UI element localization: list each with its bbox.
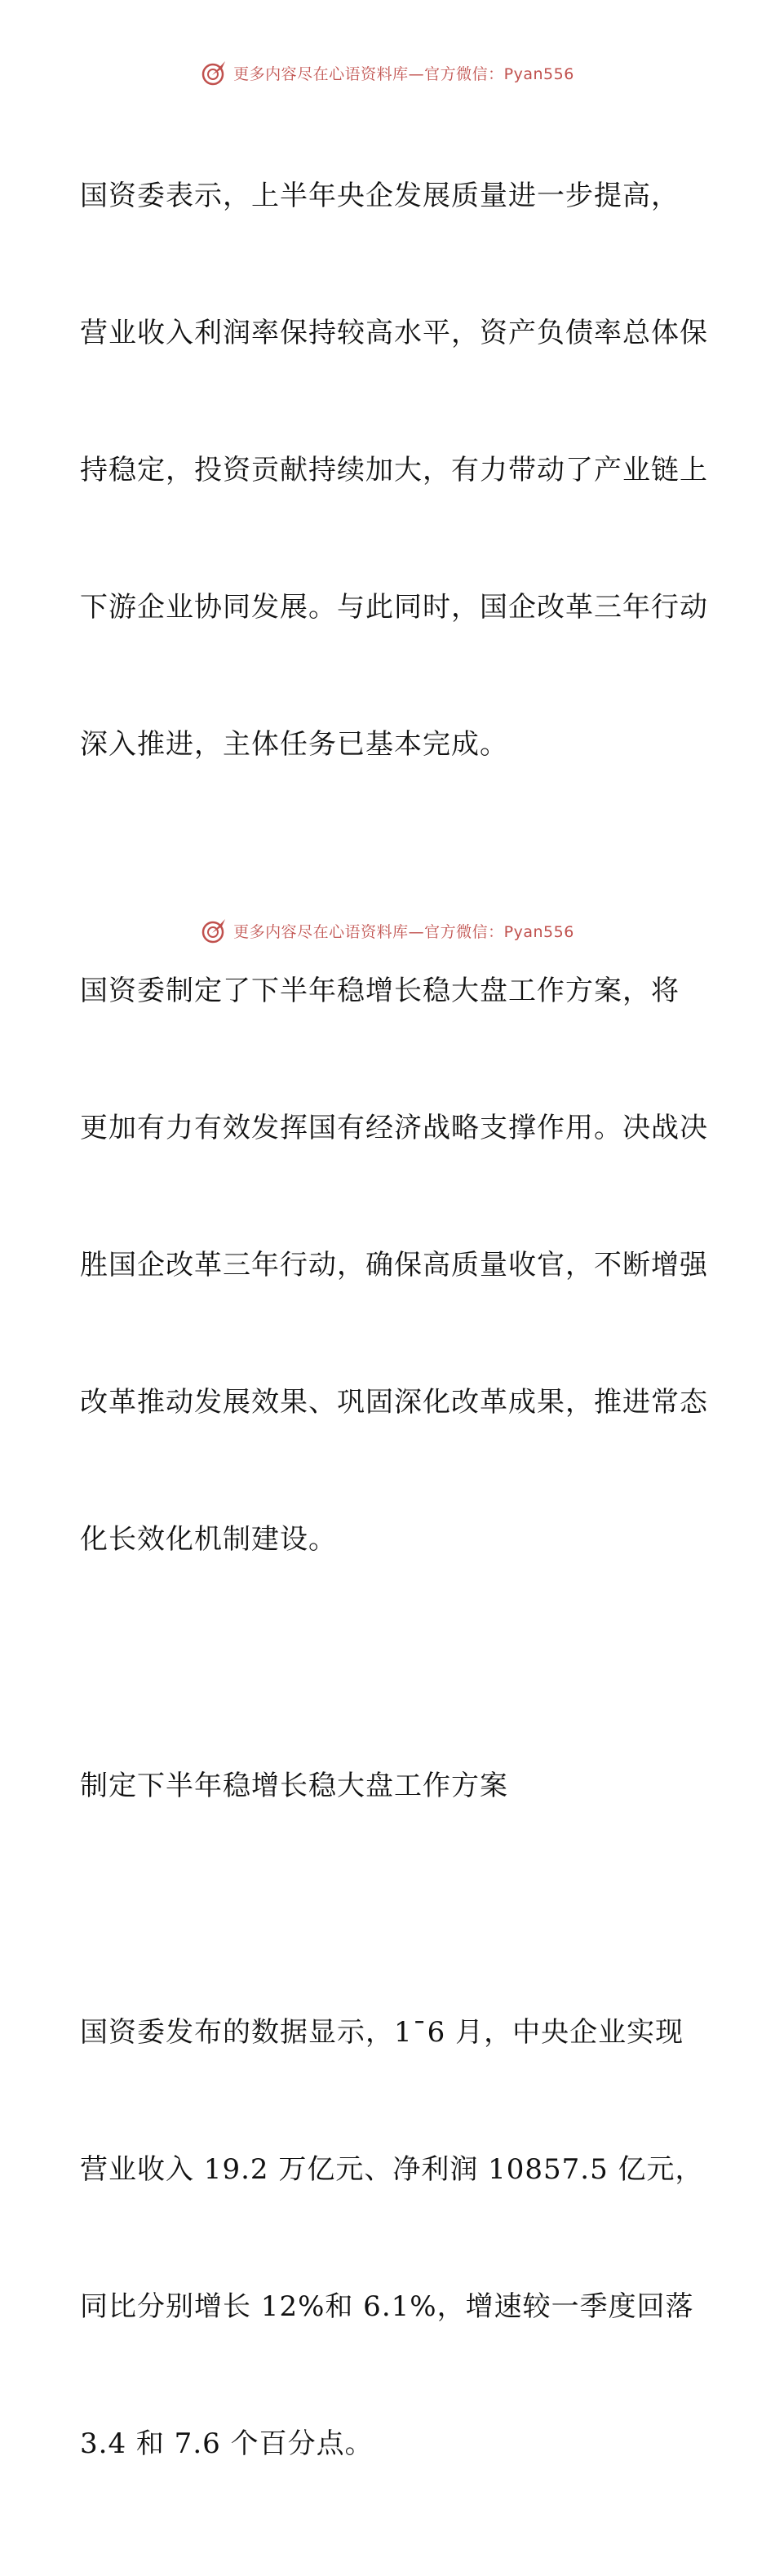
text-line: 制定下半年稳增长稳大盘工作方案 [80, 1770, 508, 1802]
watermark-text: 更多内容尽在心语资料库—官方微信：Pyan556 [233, 922, 574, 941]
text-line: 持稳定，投资贡献持续加大，有力带动了产业链上 [80, 454, 708, 486]
document-body [80, 82, 708, 2576]
text-line: 国资委制定了下半年稳增长稳大盘工作方案，将 [80, 975, 680, 1007]
text-line: 下游企业协同发展。与此同时，国企改革三年行动 [80, 591, 708, 624]
text-line: 3.4 和 7.6 个百分点。 [80, 2427, 374, 2460]
footer-watermark [0, 917, 775, 944]
text-line: 改革推动发展效果、巩固深化改革成果，推进常态 [80, 1386, 708, 1419]
text-line: 深入推进，主体任务已基本完成。 [80, 728, 508, 761]
paragraph-3 [80, 1918, 708, 2558]
quill-logo-icon [201, 917, 228, 944]
section-heading [80, 1672, 708, 1900]
text-line: 营业收入利润率保持较高水平，资产负债率总体保 [80, 317, 708, 349]
text-line: 国资委表示，上半年央企发展质量进一步提高， [80, 180, 680, 212]
watermark-text: 更多内容尽在心语资料库—官方微信：Pyan556 [233, 64, 574, 83]
text-line: 国资委发布的数据显示，1¯6 月，中央企业实现 [80, 2016, 684, 2049]
paragraph-1 [80, 82, 708, 859]
text-line: 营业收入 19.2 万亿元、净利润 10857.5 亿元， [80, 2153, 704, 2186]
paragraph-2 [80, 877, 708, 1654]
text-line: 胜国企改革三年行动，确保高质量收官，不断增强 [80, 1249, 708, 1281]
text-line: 更加有力有效发挥国有经济战略支撑作用。决战决 [80, 1112, 708, 1144]
text-line: 同比分别增长 12%和 6.1%，增速较一季度回落 [80, 2290, 694, 2323]
text-line: 化长效化机制建设。 [80, 1523, 337, 1556]
